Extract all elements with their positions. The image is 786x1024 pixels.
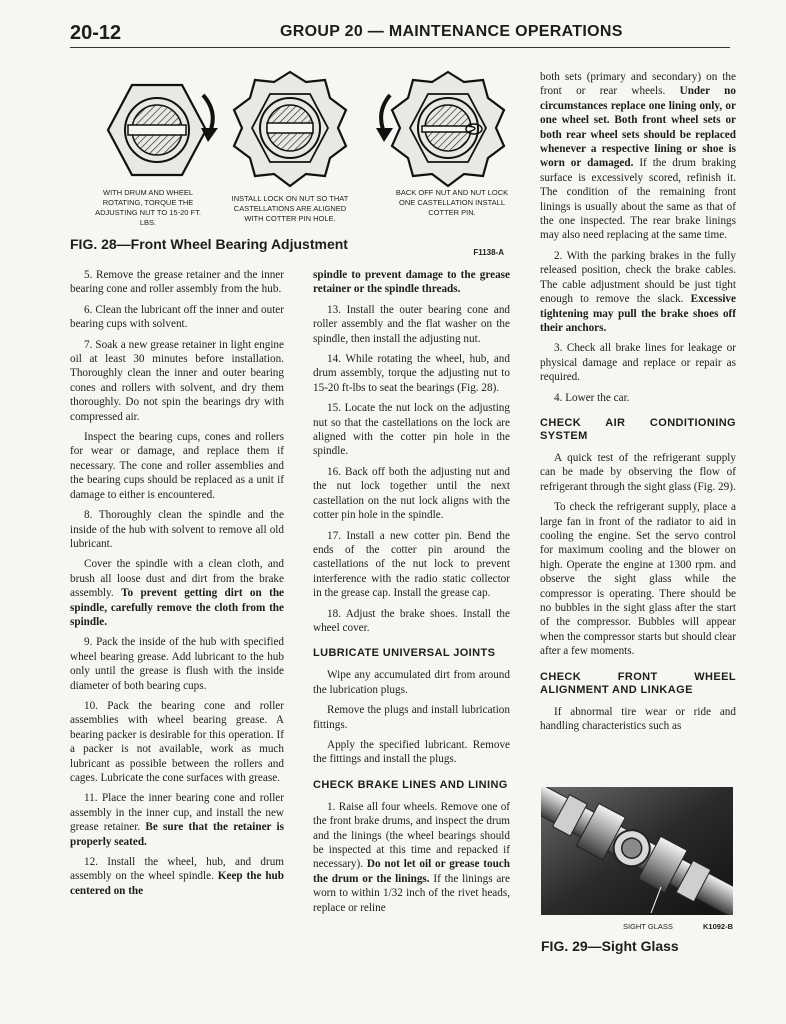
figure-29-title: FIG. 29—Sight Glass <box>541 938 679 954</box>
heading-wheel-alignment: CHECK FRONT WHEEL ALIGNMENT AND LINKAGE <box>540 670 736 696</box>
step-9: 9. Pack the inside of the hub with specified wheel bearing grease. Add lubricant to the hub only until the grease is flush with the inside diameter of both bearing cups. <box>70 636 284 692</box>
step-17: 17. Install a new cotter pin. Bend the ends of the cotter pin around the castellations of the nut lock to prevent interference with the radio static collector in the grease cap. Install the grease cap. <box>313 529 510 600</box>
step-6: 6. Clean the lubricant off the inner and outer bearing cups with solvent. <box>70 303 284 331</box>
page-number: 20-12 <box>70 22 122 44</box>
figure-28 <box>70 70 522 260</box>
sight-glass-label: SIGHT GLASS <box>623 922 673 931</box>
brake-step-2: 2. With the parking brakes in the fully released position, check the brake cables. The cable adjustment should be just tight enough to remove the slack. Excessive tightening may pull the brake shoes off their anchors. <box>540 249 736 334</box>
universal-p2: Remove the plugs and install lubrication fittings. <box>313 704 510 731</box>
step-14: 14. While rotating the wheel, hub, and drum assembly, torque the adjusting nut to 15-20 ft-lbs to seat the bearings (Fig. 28). <box>313 353 510 394</box>
figure-28-caption-1: WITH DRUM AND WHEEL ROTATING, TORQUE THE ADJUSTING NUT TO 15-20 FT. LBS. <box>95 188 201 227</box>
brake-step-1-continued: both sets (primary and secondary) on the front or rear wheels. Under no circumstances replace one lining only, or one wheel set. Both front wheel sets or both rear wheel sets should be replaced whenever a respective lining or shoe is worn or damaged. If the drum braking surface is excessively scored, refinish it. The condition of the remaining front linings is usually about the same as that of the one inspected. The rear brake linings may also need replacing at the same time. <box>540 71 736 242</box>
figure-28-caption-2: INSTALL LOCK ON NUT SO THAT CASTELLATIONS ARE ALIGNED WITH COTTER PIN HOLE. <box>231 194 349 223</box>
heading-brake-lines: CHECK BRAKE LINES AND LINING <box>313 778 508 791</box>
heading-universal-joints: LUBRICATE UNIVERSAL JOINTS <box>313 647 496 660</box>
column-2 <box>313 268 510 921</box>
hex-nut-diagram <box>108 85 206 175</box>
step-8-cover: Cover the spindle with a clean cloth, and brush all loose dust and dirt from the brake assembly. To prevent getting dirt on the spindle, carefully remove the cloth from the spindle. <box>70 558 285 628</box>
brake-step-1: 1. Raise all four wheels. Remove one of the front brake drums, and inspect the drum and the linings (the wheel bearings should be inspected at this time and repacked if necessary). Do not let oil or grease touch the drum or the linings. If the linings are worn to within 1/32 inch of the rivet heads, replace or reline <box>313 800 511 914</box>
step-12-continued: spindle to prevent damage to the grease retainer or the spindle threads. <box>313 269 510 296</box>
sight-glass-photo <box>541 787 733 915</box>
column-1 <box>70 268 284 904</box>
air-p1: A quick test of the refrigerant supply can be made by observing the flow of refrigerant through the sight glass (Fig. 29). <box>540 451 736 493</box>
step-5: 5. Remove the grease retainer and the inner bearing cone and roller assembly from the hub. <box>70 269 284 296</box>
figure-29 <box>541 787 733 934</box>
step-7: 7. Soak a new grease retainer in light engine oil at least 30 minutes before installation. Thoroughly clean the inner and outer bearing cones and rollers with solvent, and dry them thoroughly. Do not spin the bearings dry with compressed air. <box>70 338 284 423</box>
group-title: GROUP 20 — MAINTENANCE OPERATIONS <box>280 23 623 40</box>
step-11: 11. Place the inner bearing cone and roller assembly in the inner cup, and install the new grease retainer. Be sure that the retainer is properly seated. <box>70 792 284 848</box>
step-13: 13. Install the outer bearing cone and roller assembly and the flat washer on the spindle, then install the adjusting nut. <box>313 303 511 345</box>
figure-28-caption-3: BACK OFF NUT AND NUT LOCK ONE CASTELLATION INSTALL COTTER PIN. <box>395 188 509 217</box>
cotter-pin-nut-diagram <box>392 72 504 186</box>
step-8: 8. Thoroughly clean the spindle and the inside of the hub with solvent to remove all old lubricant. <box>70 509 284 550</box>
castellated-nut-lock-diagram <box>234 72 346 186</box>
universal-p3: Apply the specified lubricant. Remove the fittings and install the plugs. <box>313 738 510 766</box>
wheel-bearing-illustration <box>70 70 522 200</box>
heading-air-conditioning: CHECK AIR CONDITIONING SYSTEM <box>540 416 736 442</box>
column-3 <box>540 70 736 739</box>
brake-step-3: 3. Check all brake lines for leakage or physical damage and replace or repair as required. <box>540 342 736 384</box>
page-header <box>70 22 730 46</box>
step-15: 15. Locate the nut lock on the adjusting nut so that the castellations on the lock are aligned with the cotter pin hole in the spindle. <box>313 402 510 458</box>
step-12: 12. Install the wheel, hub, and drum assembly on the wheel spindle. Keep the hub centered on the <box>70 856 284 897</box>
figure-29-ref: K1092-B <box>702 922 733 931</box>
figure-28-title: FIG. 28—Front Wheel Bearing Adjustment <box>70 236 348 252</box>
header-rule <box>70 47 730 48</box>
air-p2: To check the refrigerant supply, place a large fan in front of the radiator to aid in cooling the engine. Set the servo control for maximum cooling and the blower on high. Operate the engine at 1300 rpm. and observe the sight glass while the compressor is operating. There should be no bubbles in the sight glass after the start of the compressor. Bubbles will appear when the compressor starts but should clear after a few moments. <box>540 501 736 658</box>
align-p1: If abnormal tire wear or ride and handling characteristics such as <box>540 705 736 733</box>
step-10: 10. Pack the bearing cone and roller assemblies with wheel bearing grease. A bearing packer is desirable for this operation. If a packer is not available, work as much lubricant as possible between the rollers and cages. Lubricate the cone surfaces with grease. <box>70 699 284 784</box>
universal-p1: Wipe any accumulated dirt from around the lubrication plugs. <box>313 669 510 696</box>
step-7-inspect: Inspect the bearing cups, cones and rollers for wear or damage, and replace them if necessary. The cone and roller assemblies and the bearing cups should be replaced as a unit if damage to either is encountered. <box>70 431 284 501</box>
figure-28-ref: F1138-A <box>473 248 504 257</box>
brake-step-4: 4. Lower the car. <box>554 391 630 404</box>
step-18: 18. Adjust the brake shoes. Install the wheel cover. <box>313 607 510 634</box>
step-16: 16. Back off both the adjusting nut and the nut lock together until the next castellation on the nut lock aligns with the cotter pin hole in the spindle. <box>313 465 511 522</box>
